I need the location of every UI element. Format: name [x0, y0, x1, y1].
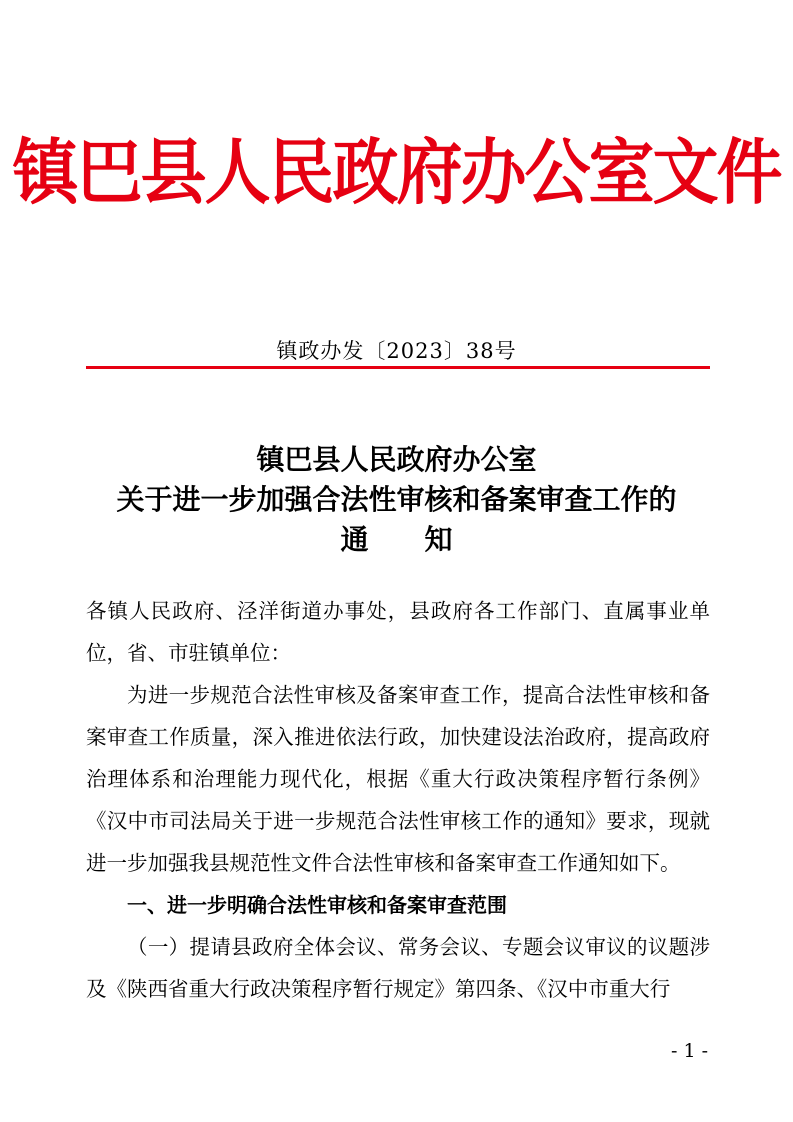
section-1-item-1: （一）提请县政府全体会议、常务会议、专题会议审议的议题涉及《陕西省重大行政决策程序暂行规定》第四条、《汉中市重大行 — [86, 935, 710, 1001]
title-line-2: 关于进一步加强合法性审核和备案审查工作的 — [116, 483, 677, 516]
title-line-3: 通知 — [340, 523, 509, 556]
masthead-title: 镇巴县人民政府办公室文件 — [12, 130, 781, 215]
intro-paragraph: 为进一步规范合法性审核及备案审查工作，提高合法性审核和备案审查工作质量，深入推进依法行政，加快建设法治政府，提高政府治理体系和治理能力现代化，根据《重大行政决策程序暂行条例》《汉中市司法局关于进一步规范合法性审核工作的通知》要求，现就进一步加强我县规范性文件合法性审核和备案审查工作通知如下。 — [86, 683, 710, 875]
red-separator-line — [86, 366, 710, 369]
notice-title — [0, 440, 793, 560]
document-body — [86, 590, 710, 1010]
page-number: - 1 - — [670, 1040, 708, 1062]
addressee-paragraph: 各镇人民政府、泾洋街道办事处，县政府各工作部门、直属事业单位，省、市驻镇单位： — [86, 599, 710, 665]
title-line-1: 镇巴县人民政府办公室 — [256, 443, 537, 476]
document-number: 镇政办发〔2023〕38号 — [276, 339, 517, 363]
section-1-heading: 一、进一步明确合法性审核和备案审查范围 — [127, 893, 507, 917]
